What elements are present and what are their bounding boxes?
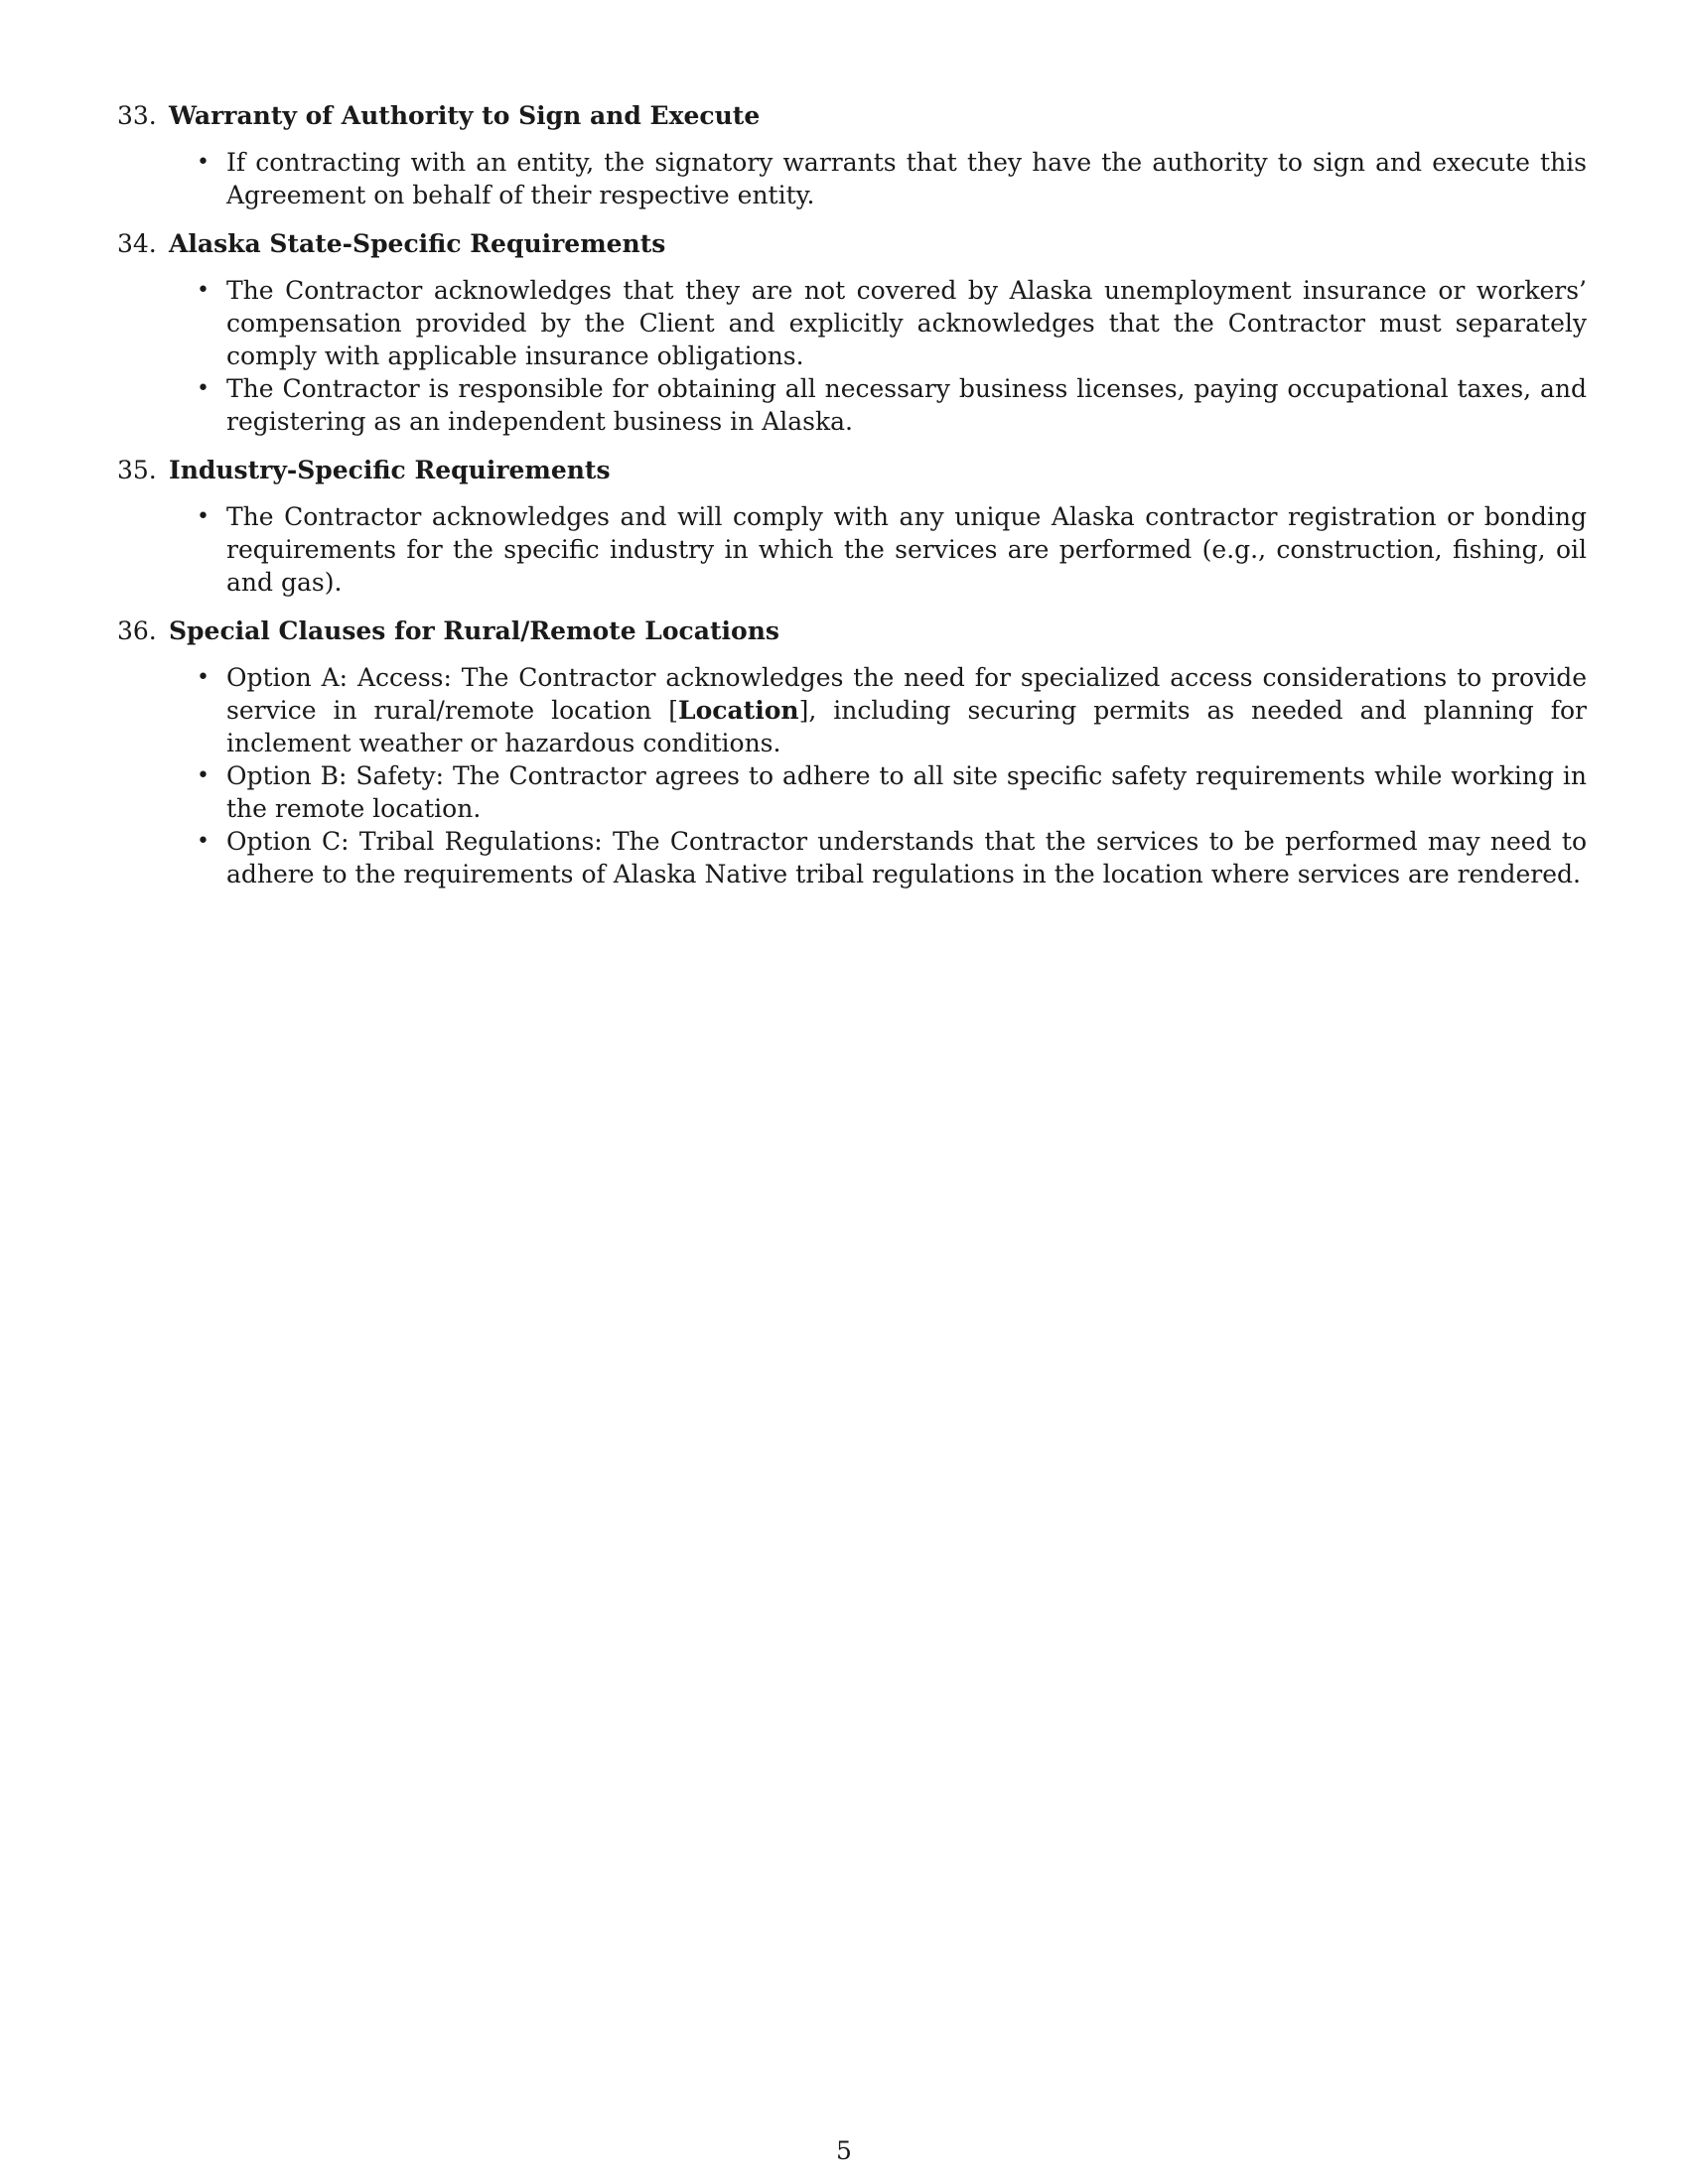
bullet-list <box>117 500 1587 599</box>
list-item-text: The Contractor acknowledges that they are not covered by Alaska unemployment insurance or workers’ compensation provided by the Client and explicitly acknowledges that the Contractor must separately comply with applicable insurance obligations. <box>226 276 1587 370</box>
bullet-list <box>117 146 1587 211</box>
bullet-icon: • <box>197 763 210 788</box>
list-item-text: Option B: Safety: The Contractor agrees to adhere to all site specific safety requirements while working in the remote location. <box>226 761 1587 823</box>
list-item-text: The Contractor acknowledges and will comply with any unique Alaska contractor registration or bonding requirements for the specific industry in which the services are performed (e.g., construction, fishing, oil and gas). <box>226 502 1587 597</box>
section-36 <box>117 614 1587 890</box>
bullet-list <box>117 274 1587 438</box>
list-item-text: The Contractor is responsible for obtaining all necessary business licenses, paying occupational taxes, and registering as an independent business in Alaska. <box>226 374 1587 436</box>
bullet-list <box>117 661 1587 890</box>
bullet-icon: • <box>197 504 210 529</box>
section-heading <box>117 227 1587 260</box>
section-heading <box>117 614 1587 647</box>
list-item <box>197 146 1587 211</box>
section-number: 36. <box>117 616 157 645</box>
section-title: Alaska State-Specific Requirements <box>169 229 666 258</box>
bullet-icon: • <box>197 829 210 854</box>
section-34 <box>117 227 1587 438</box>
list-item-text-part: Option A: Access: The Contractor acknowledges the need for specialized access considerations to provide service in rural/remote location [ <box>226 663 1587 725</box>
list-item <box>197 500 1587 599</box>
bullet-icon: • <box>197 150 210 175</box>
section-number: 34. <box>117 229 157 258</box>
list-item <box>197 825 1587 890</box>
section-35 <box>117 454 1587 599</box>
list-item-text: Option C: Tribal Regulations: The Contractor understands that the services to be performed may need to adhere to the requirements of Alaska Native tribal regulations in the location where services are rendered. <box>226 827 1587 888</box>
section-heading <box>117 99 1587 132</box>
list-item-text-part: ], including securing permits as needed and planning for inclement weather or hazardous conditions. <box>226 696 1587 757</box>
page-number: 5 <box>836 2136 852 2165</box>
list-item <box>197 274 1587 372</box>
section-title: Special Clauses for Rural/Remote Locations <box>169 616 779 645</box>
section-number: 35. <box>117 456 157 484</box>
section-number: 33. <box>117 101 157 130</box>
list-item <box>197 372 1587 438</box>
list-item <box>197 759 1587 825</box>
list-item <box>197 661 1587 759</box>
section-heading <box>117 454 1587 486</box>
document-content <box>117 99 1587 906</box>
location-placeholder: Location <box>677 696 799 725</box>
bullet-icon: • <box>197 376 210 401</box>
list-item-text: If contracting with an entity, the signatory warrants that they have the authority to sign and execute this Agreement on behalf of their respective entity. <box>226 148 1587 209</box>
section-title: Industry-Specific Requirements <box>169 456 611 484</box>
list-item-text <box>226 661 1587 759</box>
bullet-icon: • <box>197 278 210 303</box>
section-title: Warranty of Authority to Sign and Execute <box>169 101 761 130</box>
section-33 <box>117 99 1587 211</box>
bullet-icon: • <box>197 665 210 690</box>
